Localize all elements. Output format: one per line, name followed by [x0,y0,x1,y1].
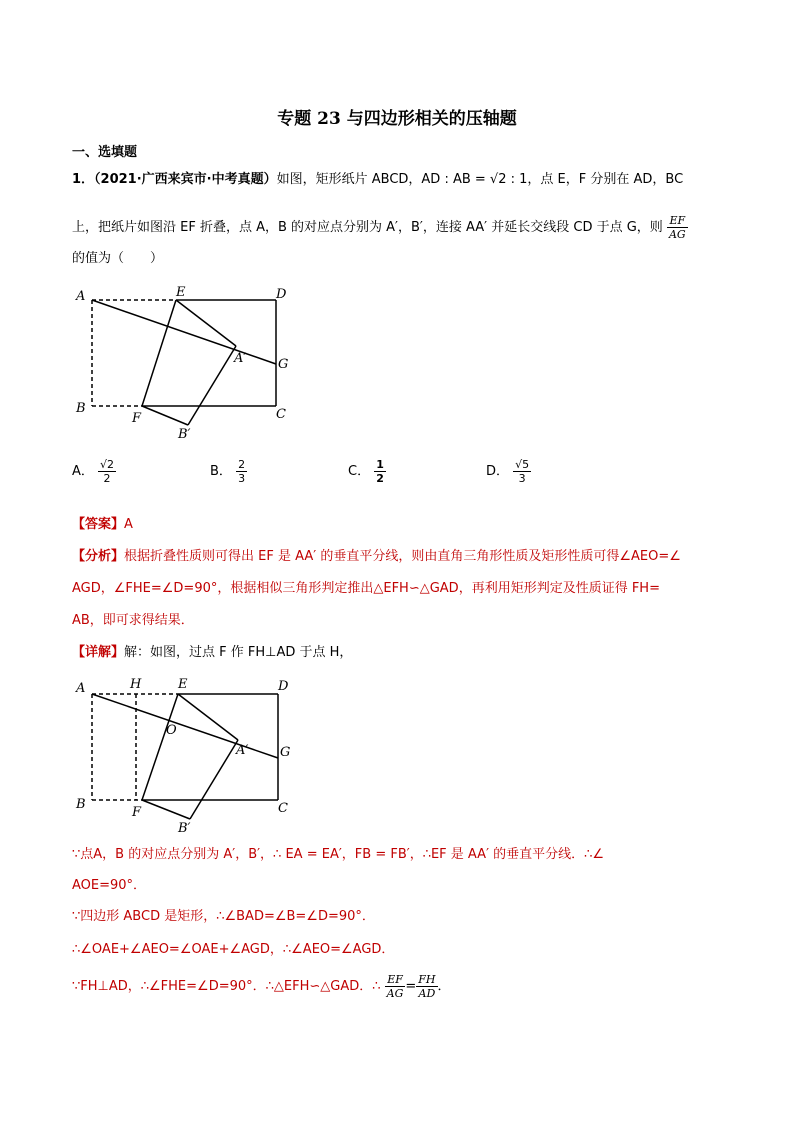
question-line-3: 的值为（ ） [72,251,164,266]
figure-2 [70,674,300,836]
fig2-label-D: D [278,679,289,694]
answer-value: A [124,517,133,532]
option-c[interactable]: C． $\frac{1}{2}$ [348,458,384,485]
question-text-2: 上，把纸片如图沿 EF 折叠，点 A，B 的对应点分别为 A′，B′，连接 AA′ 并延长交线段 CD 于点 G，则 [72,220,663,235]
option-d-fraction: $\frac{√5}{3}$ [515,458,530,485]
analysis-tag: 【分析】 [72,549,125,564]
fig2-label-G: G [280,745,291,760]
question-line-2 [72,214,688,241]
question-line-1 [72,170,683,190]
option-d[interactable]: D． $\frac{√5}{3}$ [486,458,530,485]
fig1-label-G: G [278,357,289,372]
option-b[interactable]: B． $\frac{2}{3}$ [210,458,246,485]
fig1-label-B: B [76,401,86,416]
detail-line-1b: AOE=90°． [72,878,147,893]
question-text-1: 如图，矩形纸片 ABCD，AD : AB = √2 : 1，点 E，F 分别在 AD，BC [276,172,684,187]
fig2-label-A1: A′ [236,743,249,758]
analysis-line-1: 【分析】根据折叠性质则可得出 EF 是 AA′ 的垂直平分线，则由直角三角形性质及矩形性质可得∠AEO=∠ [72,549,681,564]
fig2-label-O: O [166,723,177,738]
figure-1 [70,282,300,442]
section-heading: 一、选填题 [72,145,138,160]
page-title: 专题 23 与四边形相关的压轴题 [277,109,517,129]
fig1-label-A1: A′ [234,351,247,366]
answer-tag: 【答案】 [72,517,125,532]
fig2-label-F: F [132,805,142,820]
detail-line-3: ∴∠OAE+∠AEO=∠OAE+∠AGD，∴∠AEO=∠AGD． [72,942,395,957]
option-a[interactable]: A． $\frac{√2}{2}$ [72,458,115,485]
detail-line-1a: ∵点A，B 的对应点分别为 A′，B′，∴ EA = EA′，FB = FB′，∴EF 是 AA′ 的垂直平分线．∴∠ [72,847,605,862]
fig1-label-E: E [176,285,186,300]
analysis-line-2: AGD，∠FHE=∠D=90°，根据相似三角形判定推出△EFH∽△GAD，再利用矩形判定及性质证得 FH= [72,581,660,596]
fig2-label-B1: B′ [178,821,191,836]
fig1-label-F: F [132,411,142,426]
question-number: 1． [72,172,95,187]
question-source: （2021·广西来宾市·中考真题） [94,172,277,187]
fig1-label-B1: B′ [178,427,191,442]
option-a-fraction: $\frac{√2}{2}$ [100,458,115,485]
option-b-fraction: $\frac{2}{3}$ [238,458,246,485]
detail-fraction-2: $\frac{FH}{AD}$ [418,973,436,1000]
fig2-label-A: A [76,681,86,696]
fig2-label-E: E [178,677,188,692]
analysis-line-3: AB，即可求得结果． [72,613,194,628]
detail-tag: 【详解】 [72,645,125,660]
fig2-label-H: H [130,677,142,692]
detail-line-intro: 【详解】解：如图，过点 F 作 FH⊥AD 于点 H， [72,645,353,660]
answer-line [72,515,133,535]
fig1-label-D: D [276,287,287,302]
fig1-label-C: C [276,407,286,422]
detail-fraction-1: $\frac{EF}{AG}$ [386,973,404,1000]
fig1-label-A: A [76,289,86,304]
fig2-label-B: B [76,797,86,812]
option-c-fraction: $\frac{1}{2}$ [376,458,384,485]
question-fraction: $\frac{EF}{AG}$ [668,214,686,241]
detail-line-2: ∵四边形 ABCD 是矩形，∴∠BAD=∠B=∠D=90°． [72,909,375,924]
fig2-label-C: C [278,801,288,816]
detail-line-4: ∵FH⊥AD，∴∠FHE=∠D=90°．∴△EFH∽△GAD．∴ $\frac{EF}{AG}$ = $\frac{FH}{AD}$ ． [72,973,451,1000]
